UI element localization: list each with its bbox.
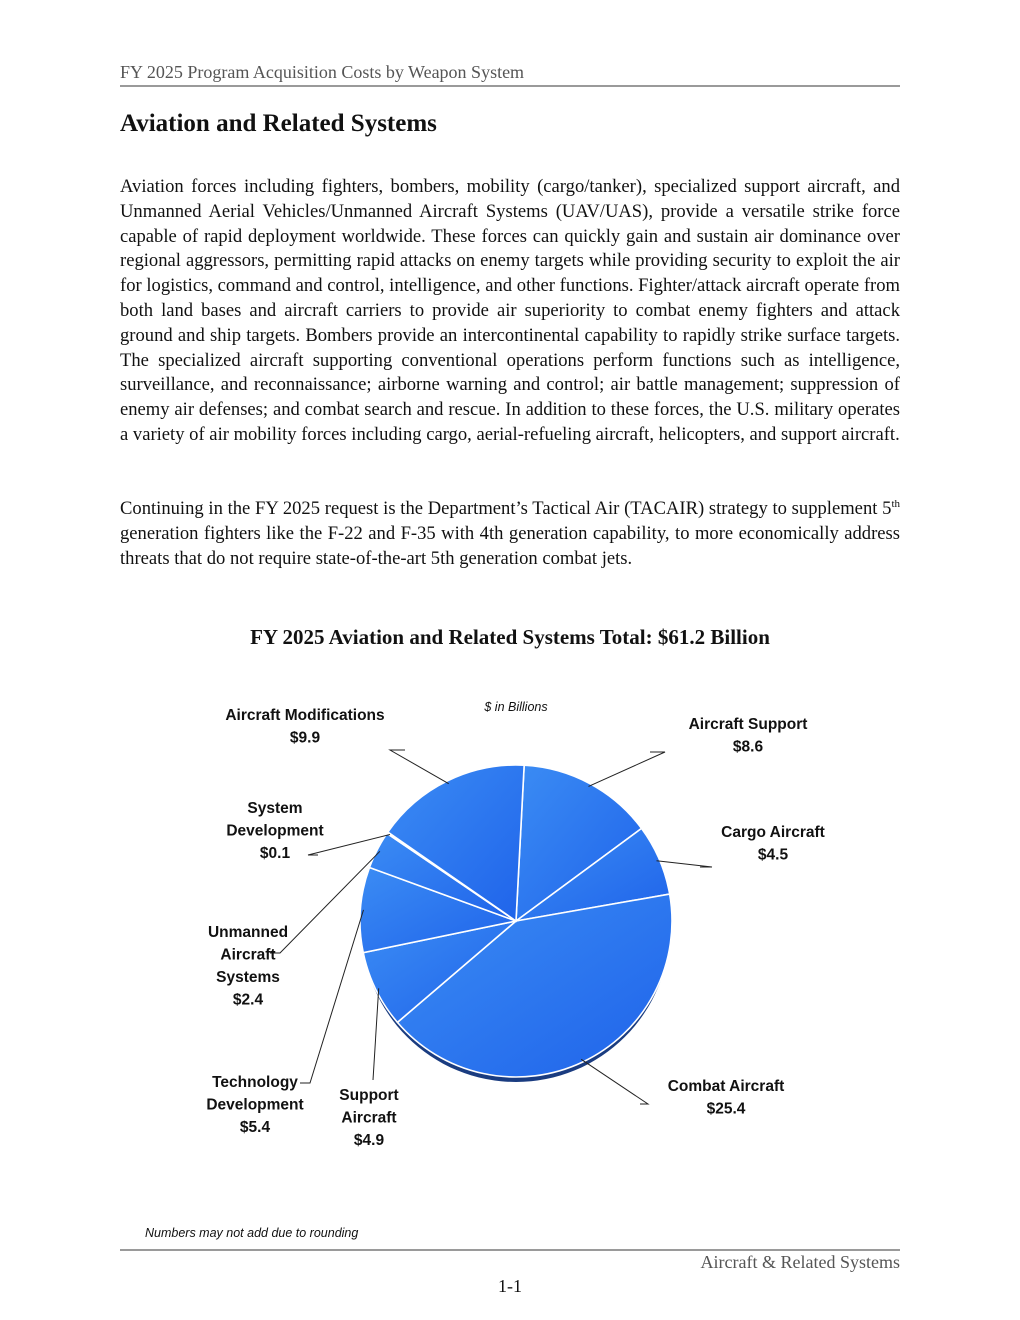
slice-value-label: $8.6 bbox=[732, 738, 764, 756]
leader-line-technology-development bbox=[300, 910, 364, 1083]
slice-label-aircraft-support bbox=[689, 716, 808, 756]
slice-label-line: Combat Aircraft bbox=[667, 1078, 785, 1095]
slice-label-line: Cargo Aircraft bbox=[721, 824, 825, 841]
chart-title: FY 2025 Aviation and Related Systems Total: $61.2 Billion bbox=[250, 625, 770, 649]
leader-line-aircraft-support bbox=[589, 752, 666, 786]
slice-label-aircraft-modifications bbox=[225, 707, 384, 747]
running-header: FY 2025 Program Acquisition Costs by Weapon System bbox=[120, 62, 525, 82]
slice-label-line: Systems bbox=[216, 969, 280, 986]
slice-label-line: Development bbox=[226, 822, 324, 840]
pie-chart bbox=[0, 680, 1020, 1220]
slice-label-unmanned-aircraft-systems bbox=[208, 924, 288, 1009]
slice-label-line: Aircraft Support bbox=[688, 716, 808, 733]
slice-value-label: $9.9 bbox=[289, 729, 321, 747]
header-rule bbox=[120, 85, 900, 87]
slice-value-label: $0.1 bbox=[259, 845, 291, 862]
units-note: $ in Billions bbox=[484, 700, 548, 714]
footer-section-name: Aircraft & Related Systems bbox=[700, 1252, 900, 1272]
ordinal-superscript: th bbox=[891, 497, 900, 510]
slice-label-line: Development bbox=[206, 1096, 304, 1114]
leader-line-cargo-aircraft bbox=[657, 861, 713, 867]
section-title: Aviation and Related Systems bbox=[120, 110, 437, 137]
slice-label-support-aircraft bbox=[339, 1087, 398, 1149]
slice-label-line: System bbox=[247, 800, 303, 817]
footer-rule bbox=[120, 1249, 900, 1251]
slice-label-line: Aircraft Modifications bbox=[225, 707, 385, 724]
leader-line-support-aircraft bbox=[373, 988, 379, 1080]
slice-value-label: $25.4 bbox=[706, 1100, 746, 1118]
slice-label-line: Technology bbox=[212, 1074, 298, 1091]
body-paragraph-2 bbox=[120, 497, 900, 571]
paragraph-2-part-2: generation fighters like the F-22 and F-35 with 4th generation capability, to more economically address threats that do not require state-of-the-art 5th generation combat jets. bbox=[120, 522, 900, 569]
slice-label-line: Unmanned bbox=[207, 924, 289, 941]
footnote: Numbers may not add due to rounding bbox=[145, 1226, 359, 1240]
slice-label-line: Aircraft bbox=[341, 1109, 397, 1127]
slice-label-line: Aircraft bbox=[220, 946, 276, 964]
leader-line-combat-aircraft bbox=[581, 1059, 648, 1104]
body-paragraph-1: Aviation forces including fighters, bombers, mobility (cargo/tanker), specialized support aircraft, and Unmanned Aerial Vehicles/Unmanned Aircraft Systems (UAV/UAS), provide a versatile strike force capable of rapid deployment worldwide. These forces can quickly gain and sustain air dominance over regional aggressors, permitting rapid attacks on enemy targets while providing security to exploit the air for logistics, command and control, intelligence, and other functions. Fighter/attack aircraft operate from both land bases and aircraft carriers to provide air superiority to combat enemy fighters and attack ground and ship targets. Bombers provide an intercontinental capability to rapidly strike surface targets. The specialized aircraft supporting conventional operations perform functions such as intelligence, surveillance, and reconnaissance; airborne warning and control; air battle management; suppression of enemy air defenses; and combat search and rescue. In addition to these forces, the U.S. military operates a variety of air mobility forces including cargo, aerial-refueling aircraft, helicopters, and support aircraft. bbox=[120, 176, 900, 445]
slice-value-label: $4.9 bbox=[353, 1132, 385, 1149]
slice-label-system-development bbox=[226, 800, 323, 862]
slice-label-technology-development bbox=[206, 1074, 303, 1136]
paragraph-2-part-1: Continuing in the FY 2025 request is the Department’s Tactical Air (TACAIR) strategy to supplement 5 bbox=[120, 498, 892, 519]
leader-line-aircraft-modifications bbox=[390, 750, 449, 784]
slice-label-combat-aircraft bbox=[668, 1078, 785, 1118]
slice-label-cargo-aircraft bbox=[721, 824, 825, 864]
slice-value-label: $2.4 bbox=[232, 991, 264, 1009]
slice-label-line: Support bbox=[339, 1087, 399, 1104]
slice-value-label: $4.5 bbox=[757, 846, 789, 864]
slice-value-label: $5.4 bbox=[239, 1119, 271, 1136]
page-number: 1-1 bbox=[498, 1276, 522, 1296]
